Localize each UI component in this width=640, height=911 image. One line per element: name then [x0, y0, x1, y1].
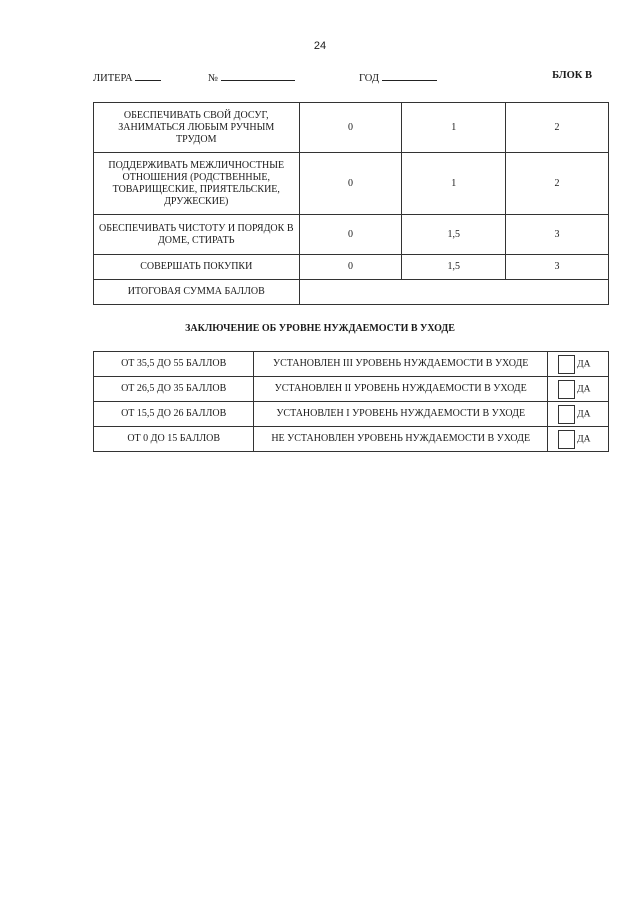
score-range-cell: ОТ 26,5 ДО 35 БАЛЛОВ — [94, 377, 254, 402]
care-level-row — [94, 402, 609, 427]
year-input-line[interactable] — [382, 70, 437, 81]
confirm-checkbox[interactable] — [558, 430, 575, 449]
care-level-table — [93, 351, 609, 452]
page-number: 24 — [313, 40, 327, 52]
year-label: ГОД — [359, 73, 380, 84]
activity-cell: СОВЕРШАТЬ ПОКУПКИ — [94, 255, 300, 280]
score-row — [94, 103, 609, 153]
score-1-cell[interactable]: 1,5 — [402, 215, 506, 255]
care-level-cell: УСТАНОВЛЕН II УРОВЕНЬ НУЖДАЕМОСТИ В УХОДЕ — [254, 377, 548, 402]
score-range-cell: ОТ 15,5 ДО 26 БАЛЛОВ — [94, 402, 254, 427]
total-row — [94, 280, 609, 305]
litera-label: ЛИТЕРА — [93, 73, 133, 84]
confirm-label: ДА — [577, 359, 591, 369]
score-table — [93, 102, 609, 305]
confirm-cell — [548, 352, 609, 377]
score-row — [94, 153, 609, 215]
total-label: ИТОГОВАЯ СУММА БАЛЛОВ — [94, 280, 300, 305]
confirm-checkbox[interactable] — [558, 380, 575, 399]
score-row — [94, 255, 609, 280]
score-1-cell[interactable]: 1,5 — [402, 255, 506, 280]
score-range-cell: ОТ 35,5 ДО 55 БАЛЛОВ — [94, 352, 254, 377]
score-0-cell[interactable]: 0 — [299, 255, 402, 280]
form-header — [0, 70, 640, 86]
score-2-cell[interactable]: 3 — [506, 255, 609, 280]
care-level-row — [94, 427, 609, 452]
number-label: № — [208, 73, 219, 84]
number-input-line[interactable] — [221, 70, 295, 81]
score-range-cell: ОТ 0 ДО 15 БАЛЛОВ — [94, 427, 254, 452]
conclusion-title: ЗАКЛЮЧЕНИЕ ОБ УРОВНЕ НУЖДАЕМОСТИ В УХОДЕ — [185, 323, 455, 334]
confirm-label: ДА — [577, 384, 591, 394]
litera-input-line[interactable] — [135, 70, 161, 81]
score-1-cell[interactable]: 1 — [402, 103, 506, 153]
confirm-label: ДА — [577, 434, 591, 444]
activity-cell: ПОДДЕРЖИВАТЬ МЕЖЛИЧНОСТНЫЕ ОТНОШЕНИЯ (РОДСТВЕННЫЕ, ТОВАРИЩЕСКИЕ, ПРИЯТЕЛЬСКИЕ, ДРУЖЕСКИЕ) — [94, 153, 300, 215]
confirm-cell — [548, 377, 609, 402]
confirm-label: ДА — [577, 409, 591, 419]
care-level-cell: УСТАНОВЛЕН I УРОВЕНЬ НУЖДАЕМОСТИ В УХОДЕ — [254, 402, 548, 427]
care-level-cell: УСТАНОВЛЕН III УРОВЕНЬ НУЖДАЕМОСТИ В УХОДЕ — [254, 352, 548, 377]
care-level-cell: НЕ УСТАНОВЛЕН УРОВЕНЬ НУЖДАЕМОСТИ В УХОДЕ — [254, 427, 548, 452]
activity-cell: ОБЕСПЕЧИВАТЬ ЧИСТОТУ И ПОРЯДОК В ДОМЕ, СТИРАТЬ — [94, 215, 300, 255]
year-field — [359, 70, 437, 84]
number-field — [208, 70, 295, 84]
score-0-cell[interactable]: 0 — [299, 215, 402, 255]
confirm-cell — [548, 402, 609, 427]
block-label: БЛОК В — [552, 70, 592, 81]
activity-cell: ОБЕСПЕЧИВАТЬ СВОЙ ДОСУГ, ЗАНИМАТЬСЯ ЛЮБЫМ РУЧНЫМ ТРУДОМ — [94, 103, 300, 153]
score-0-cell[interactable]: 0 — [299, 103, 402, 153]
score-0-cell[interactable]: 0 — [299, 153, 402, 215]
score-2-cell[interactable]: 3 — [506, 215, 609, 255]
score-2-cell[interactable]: 2 — [506, 153, 609, 215]
confirm-checkbox[interactable] — [558, 405, 575, 424]
confirm-cell — [548, 427, 609, 452]
litera-field — [93, 70, 161, 84]
care-level-row — [94, 352, 609, 377]
score-2-cell[interactable]: 2 — [506, 103, 609, 153]
score-1-cell[interactable]: 1 — [402, 153, 506, 215]
score-row — [94, 215, 609, 255]
care-level-row — [94, 377, 609, 402]
total-value-cell[interactable] — [299, 280, 608, 305]
confirm-checkbox[interactable] — [558, 355, 575, 374]
